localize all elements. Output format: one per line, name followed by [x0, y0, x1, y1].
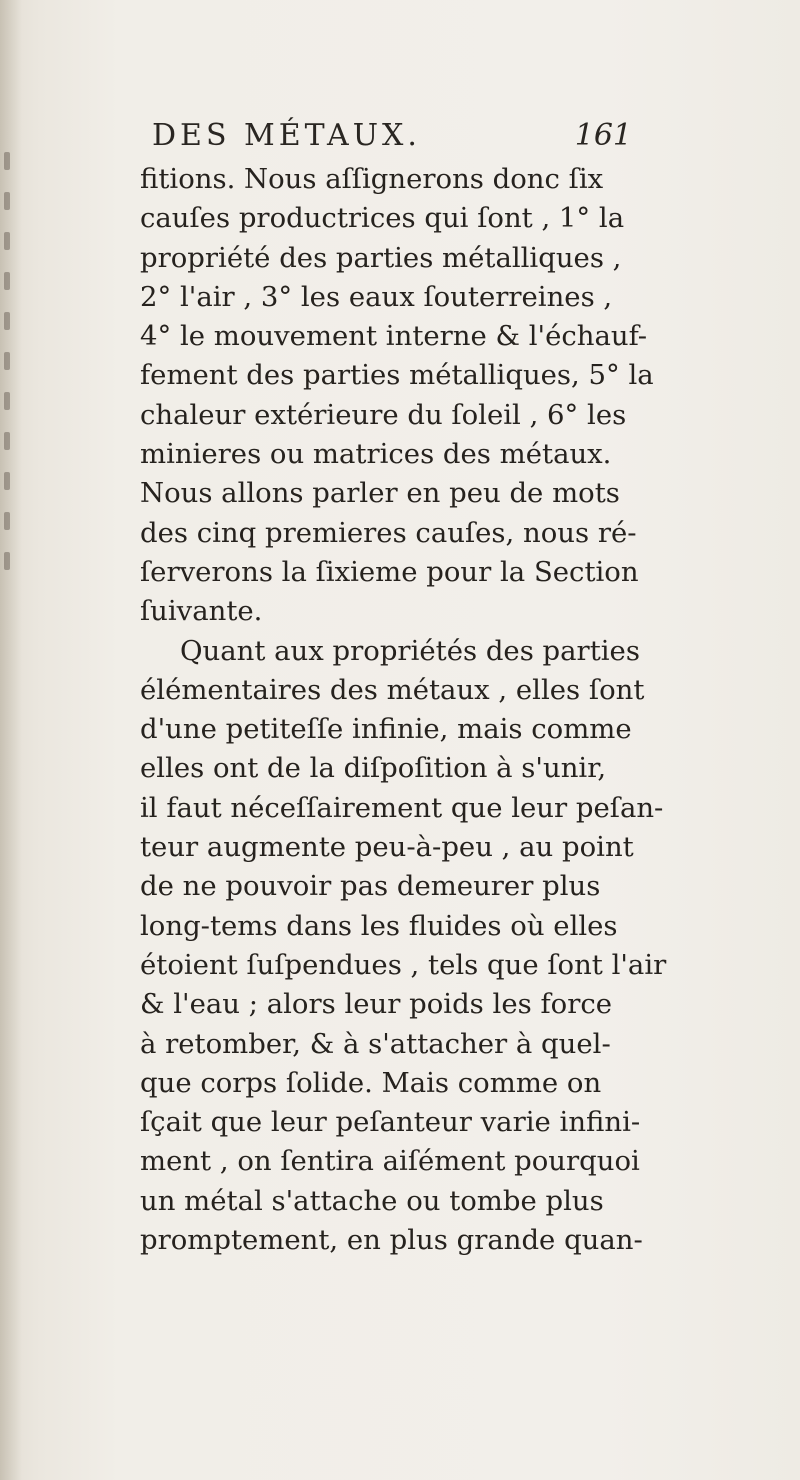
- body-text: [140, 160, 667, 1260]
- text-line: & l'eau ; alors leur poids les force: [140, 988, 613, 1021]
- text-line: à retomber, & à s'attacher à quel-: [140, 1027, 611, 1060]
- text-line: minieres ou matrices des métaux.: [140, 438, 612, 471]
- page-number: 161: [574, 118, 632, 153]
- text-line: de ne pouvoir pas demeurer plus: [140, 870, 601, 903]
- text-line: 2° l'air , 3° les eaux ſouterreines ,: [140, 280, 613, 313]
- text-line: fitions. Nous aſſignerons donc ſix: [140, 163, 604, 195]
- text-line: élémentaires des métaux , elles ſont: [140, 673, 645, 706]
- text-line: ſuivante.: [140, 595, 263, 628]
- text-line: fement des parties métalliques, 5° la: [140, 359, 654, 392]
- text-line: ſerverons la ſixieme pour la Section: [140, 555, 639, 588]
- text-line: long-tems dans les fluides où elles: [140, 909, 618, 942]
- text-line: il faut néceſſairement que leur peſan-: [140, 791, 664, 824]
- text-line: teur augmente peu-à-peu , au point: [140, 831, 634, 864]
- text-line: ment , on ſentira aiſément pourquoi: [140, 1145, 640, 1178]
- text-line: 4° le mouvement interne & l'échauf-: [140, 320, 648, 353]
- text-line: étoient ſuſpendues , tels que ſont l'air: [140, 948, 667, 981]
- text-line: d'une petiteſſe infinie, mais comme: [140, 713, 632, 746]
- text-line: Nous allons parler en peu de mots: [140, 477, 620, 510]
- text-line: que corps ſolide. Mais comme on: [140, 1066, 602, 1099]
- text-line: un métal s'attache ou tombe plus: [140, 1184, 604, 1217]
- running-title: DES MÉTAUX.: [152, 118, 421, 153]
- text-line: cauſes productrices qui ſont , 1° la: [140, 202, 625, 235]
- text-line: ſçait que leur peſanteur varie infini-: [140, 1106, 641, 1139]
- text-line: elles ont de la diſpoſition à s'unir,: [140, 752, 607, 785]
- bleed-through-marks: [0, 130, 14, 650]
- paragraph-start-line: Quant aux propriétés des parties: [180, 634, 640, 667]
- text-line: promptement, en plus grande quan-: [140, 1224, 643, 1257]
- text-line: propriété des parties métalliques ,: [140, 241, 622, 274]
- text-line: chaleur extérieure du ſoleil , 6° les: [140, 398, 627, 431]
- text-line: des cinq premieres cauſes, nous ré-: [140, 516, 637, 549]
- page-header: [152, 118, 632, 158]
